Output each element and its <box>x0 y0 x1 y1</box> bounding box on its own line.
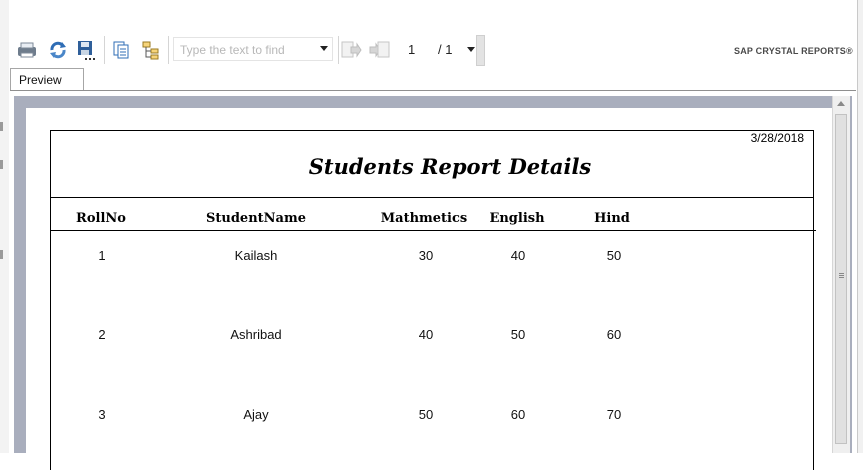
report-date: 3/28/2018 <box>750 131 804 145</box>
table-cell-rollno: 1 <box>98 248 106 263</box>
table-cell-english: 50 <box>510 327 526 342</box>
toolbar-separator <box>168 36 169 64</box>
save-disk-icon <box>75 39 97 61</box>
toolbar-separator <box>338 36 339 64</box>
current-page-number[interactable]: 1 <box>408 42 416 57</box>
edge-mark <box>0 250 3 259</box>
table-cell-studentname: Ajay <box>243 407 269 422</box>
edge-mark <box>0 122 3 131</box>
table-cell-hind: 70 <box>606 407 622 422</box>
export-button[interactable] <box>75 39 97 61</box>
toolbar-overflow-grip[interactable] <box>476 35 485 66</box>
window-right-edge <box>857 0 863 453</box>
previous-page-button[interactable] <box>340 39 362 61</box>
scroll-up-arrow-icon[interactable] <box>837 101 845 106</box>
total-pages: / 1 <box>438 42 453 57</box>
find-placeholder: Type the text to find <box>180 43 285 57</box>
report-title: Students Report Details <box>308 154 592 179</box>
toolbar <box>10 32 856 70</box>
group-tree-button[interactable] <box>140 39 162 61</box>
refresh-button[interactable] <box>47 39 69 61</box>
edge-mark <box>0 160 3 169</box>
refresh-icon <box>48 40 68 60</box>
column-header-hind: Hind <box>594 211 630 226</box>
table-cell-english: 40 <box>510 248 526 263</box>
table-cell-mathmetics: 30 <box>418 248 434 263</box>
page-arrow-icon <box>340 39 362 61</box>
table-cell-hind: 50 <box>606 248 622 263</box>
table-cell-hind: 60 <box>606 327 622 342</box>
copy-button[interactable] <box>110 39 132 61</box>
printer-icon <box>16 40 38 60</box>
column-header-mathmetics: Mathmetics <box>380 211 468 226</box>
scrollbar-thumb[interactable] <box>835 114 847 444</box>
table-cell-mathmetics: 50 <box>418 407 434 422</box>
table-cell-rollno: 2 <box>98 327 106 342</box>
chevron-down-icon[interactable] <box>467 47 475 52</box>
table-cell-studentname: Kailash <box>234 248 278 263</box>
copy-pages-icon <box>111 40 131 60</box>
tab-preview-label: Preview <box>19 73 62 87</box>
header-divider-top <box>51 197 814 198</box>
print-button[interactable] <box>16 39 38 61</box>
grip-lines-icon <box>839 273 844 274</box>
page-arrow-icon <box>368 39 390 61</box>
find-text-input[interactable] <box>173 37 333 61</box>
header-divider-bottom <box>51 230 816 231</box>
tab-preview[interactable] <box>10 68 84 90</box>
table-cell-studentname: Ashribad <box>230 327 282 342</box>
table-cell-rollno: 3 <box>98 407 106 422</box>
sap-crystal-reports-logo: SAP CRYSTAL REPORTS® <box>734 46 853 56</box>
column-header-studentname: StudentName <box>206 211 306 226</box>
table-cell-english: 60 <box>510 407 526 422</box>
column-header-rollno: RollNo <box>76 211 126 226</box>
column-header-english: English <box>489 211 545 226</box>
toolbar-separator <box>104 36 105 64</box>
vertical-scrollbar[interactable] <box>832 96 850 453</box>
group-tree-icon <box>141 40 161 60</box>
next-page-button[interactable] <box>368 39 390 61</box>
table-cell-mathmetics: 40 <box>418 327 434 342</box>
chevron-down-icon[interactable] <box>320 46 328 51</box>
